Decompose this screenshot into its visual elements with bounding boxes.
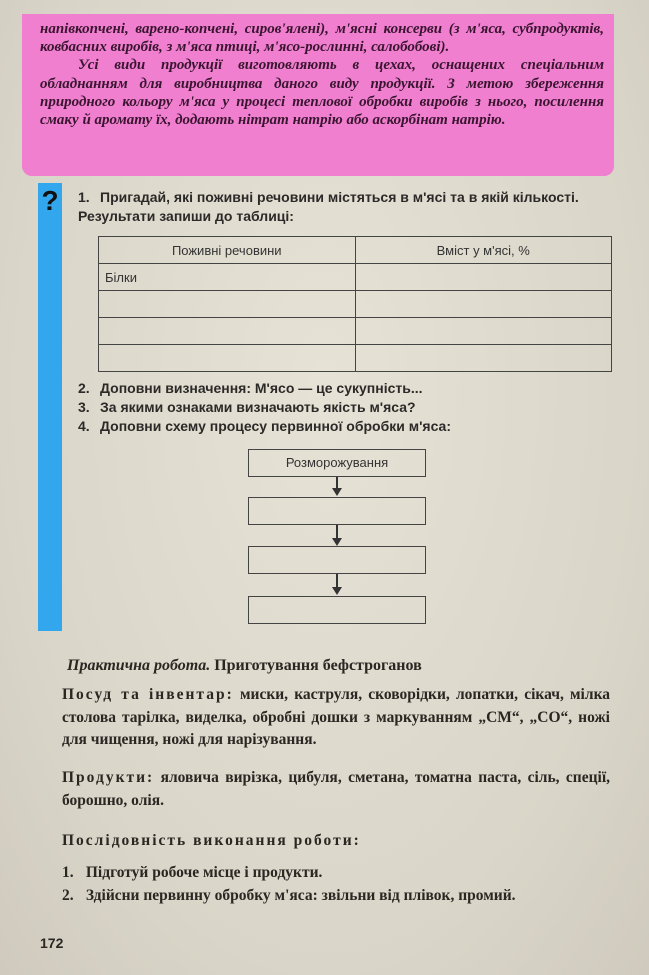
steps-list	[62, 861, 610, 907]
flow-arrow-line	[336, 525, 338, 539]
step-text: Підготуй робоче місце і продукти.	[85, 864, 323, 881]
task-3-number: 3.	[78, 399, 90, 415]
flow-box-1: Розморожування	[248, 449, 426, 477]
list-item	[62, 884, 610, 907]
table-row	[99, 318, 612, 345]
products-label: Продукти:	[62, 769, 155, 786]
table-cell	[355, 264, 612, 291]
table-header-cell: Вміст у м'ясі, %	[355, 237, 612, 264]
step-text: Здійсни первинну обробку м'яса: звільни від плівок, промий.	[85, 887, 516, 904]
practical-work-title	[67, 657, 422, 675]
sequence-label: Послідовність виконання роботи:	[62, 832, 361, 849]
products-paragraph	[62, 767, 610, 812]
task-2-text: Доповни визначення: М'ясо — це сукупність...	[100, 380, 423, 396]
nutrients-table	[98, 236, 612, 372]
table-cell	[99, 345, 356, 372]
flow-box-4	[248, 596, 426, 624]
practical-work-label: Практична робота.	[67, 657, 211, 674]
page-number: 172	[40, 935, 64, 951]
questions-sidebar-bar	[38, 183, 62, 631]
table-cell: Білки	[99, 264, 356, 291]
arrow-down-icon	[332, 587, 342, 595]
table-row	[99, 264, 612, 291]
table-cell	[99, 318, 356, 345]
task-4	[78, 417, 451, 436]
table-cell	[355, 345, 612, 372]
list-item	[62, 861, 610, 884]
equipment-paragraph	[62, 684, 610, 752]
table-row	[99, 345, 612, 372]
equipment-label: Посуд та інвентар:	[62, 686, 234, 703]
table-row	[99, 291, 612, 318]
equipment-text: миски, каструля, сковорідки, лопатки, сікач, мілка столова тарілка, виделка, обробні дошки з маркуванням „СМ“, „СО“, ножі для чищення, ножі для нарізування.	[62, 686, 611, 748]
flow-box-3	[248, 546, 426, 574]
task-3	[78, 398, 416, 417]
task-4-text: Доповни схему процесу первинної обробки м'яса:	[100, 418, 451, 434]
info-paragraph-2: Усі види продукції виготовляють в цехах, оснащених спеціальним обладнанням для виробництва даного виду продукції. З метою збереження природного кольору м'яса у процесі теплової обробки виробів з нього, посилення смаку й аромату їх, додають нітрат натрію або аскорбінат натрію.	[40, 57, 604, 129]
question-mark-icon: ?	[41, 185, 59, 216]
step-number: 1.	[62, 864, 74, 881]
table-header-cell: Поживні речовини	[99, 237, 356, 264]
step-number: 2.	[62, 887, 74, 904]
task-3-text: За якими ознаками визначають якість м'яса?	[100, 399, 416, 415]
task-1-number: 1.	[78, 189, 90, 205]
table-cell	[355, 291, 612, 318]
task-2-number: 2.	[78, 380, 90, 396]
info-highlight-box	[22, 14, 614, 176]
products-text: яловича вирізка, цибуля, сметана, томатна паста, сіль, спеції, борошно, олія.	[62, 769, 610, 809]
task-1-text: Пригадай, які поживні речовини містяться в м'ясі та в якій кількості. Результати запиши до таблиці:	[78, 189, 579, 224]
task-4-number: 4.	[78, 418, 90, 434]
table-cell	[355, 318, 612, 345]
task-2	[78, 379, 423, 398]
flow-arrow-line	[336, 574, 338, 588]
table-header-row	[99, 237, 612, 264]
info-paragraph-1: напівкопчені, варено-копчені, сиров'ялені), м'ясні консерви (з м'яса, субпродуктів, ковбасних виробів, з м'яса птиці, м'ясо-рослинні, салобобові).	[40, 21, 604, 56]
table-cell	[99, 291, 356, 318]
practical-work-name: Приготування бефстроганов	[214, 657, 422, 674]
sequence-heading	[62, 830, 610, 853]
task-1	[78, 188, 610, 226]
arrow-down-icon	[332, 488, 342, 496]
flow-box-2	[248, 497, 426, 525]
arrow-down-icon	[332, 538, 342, 546]
